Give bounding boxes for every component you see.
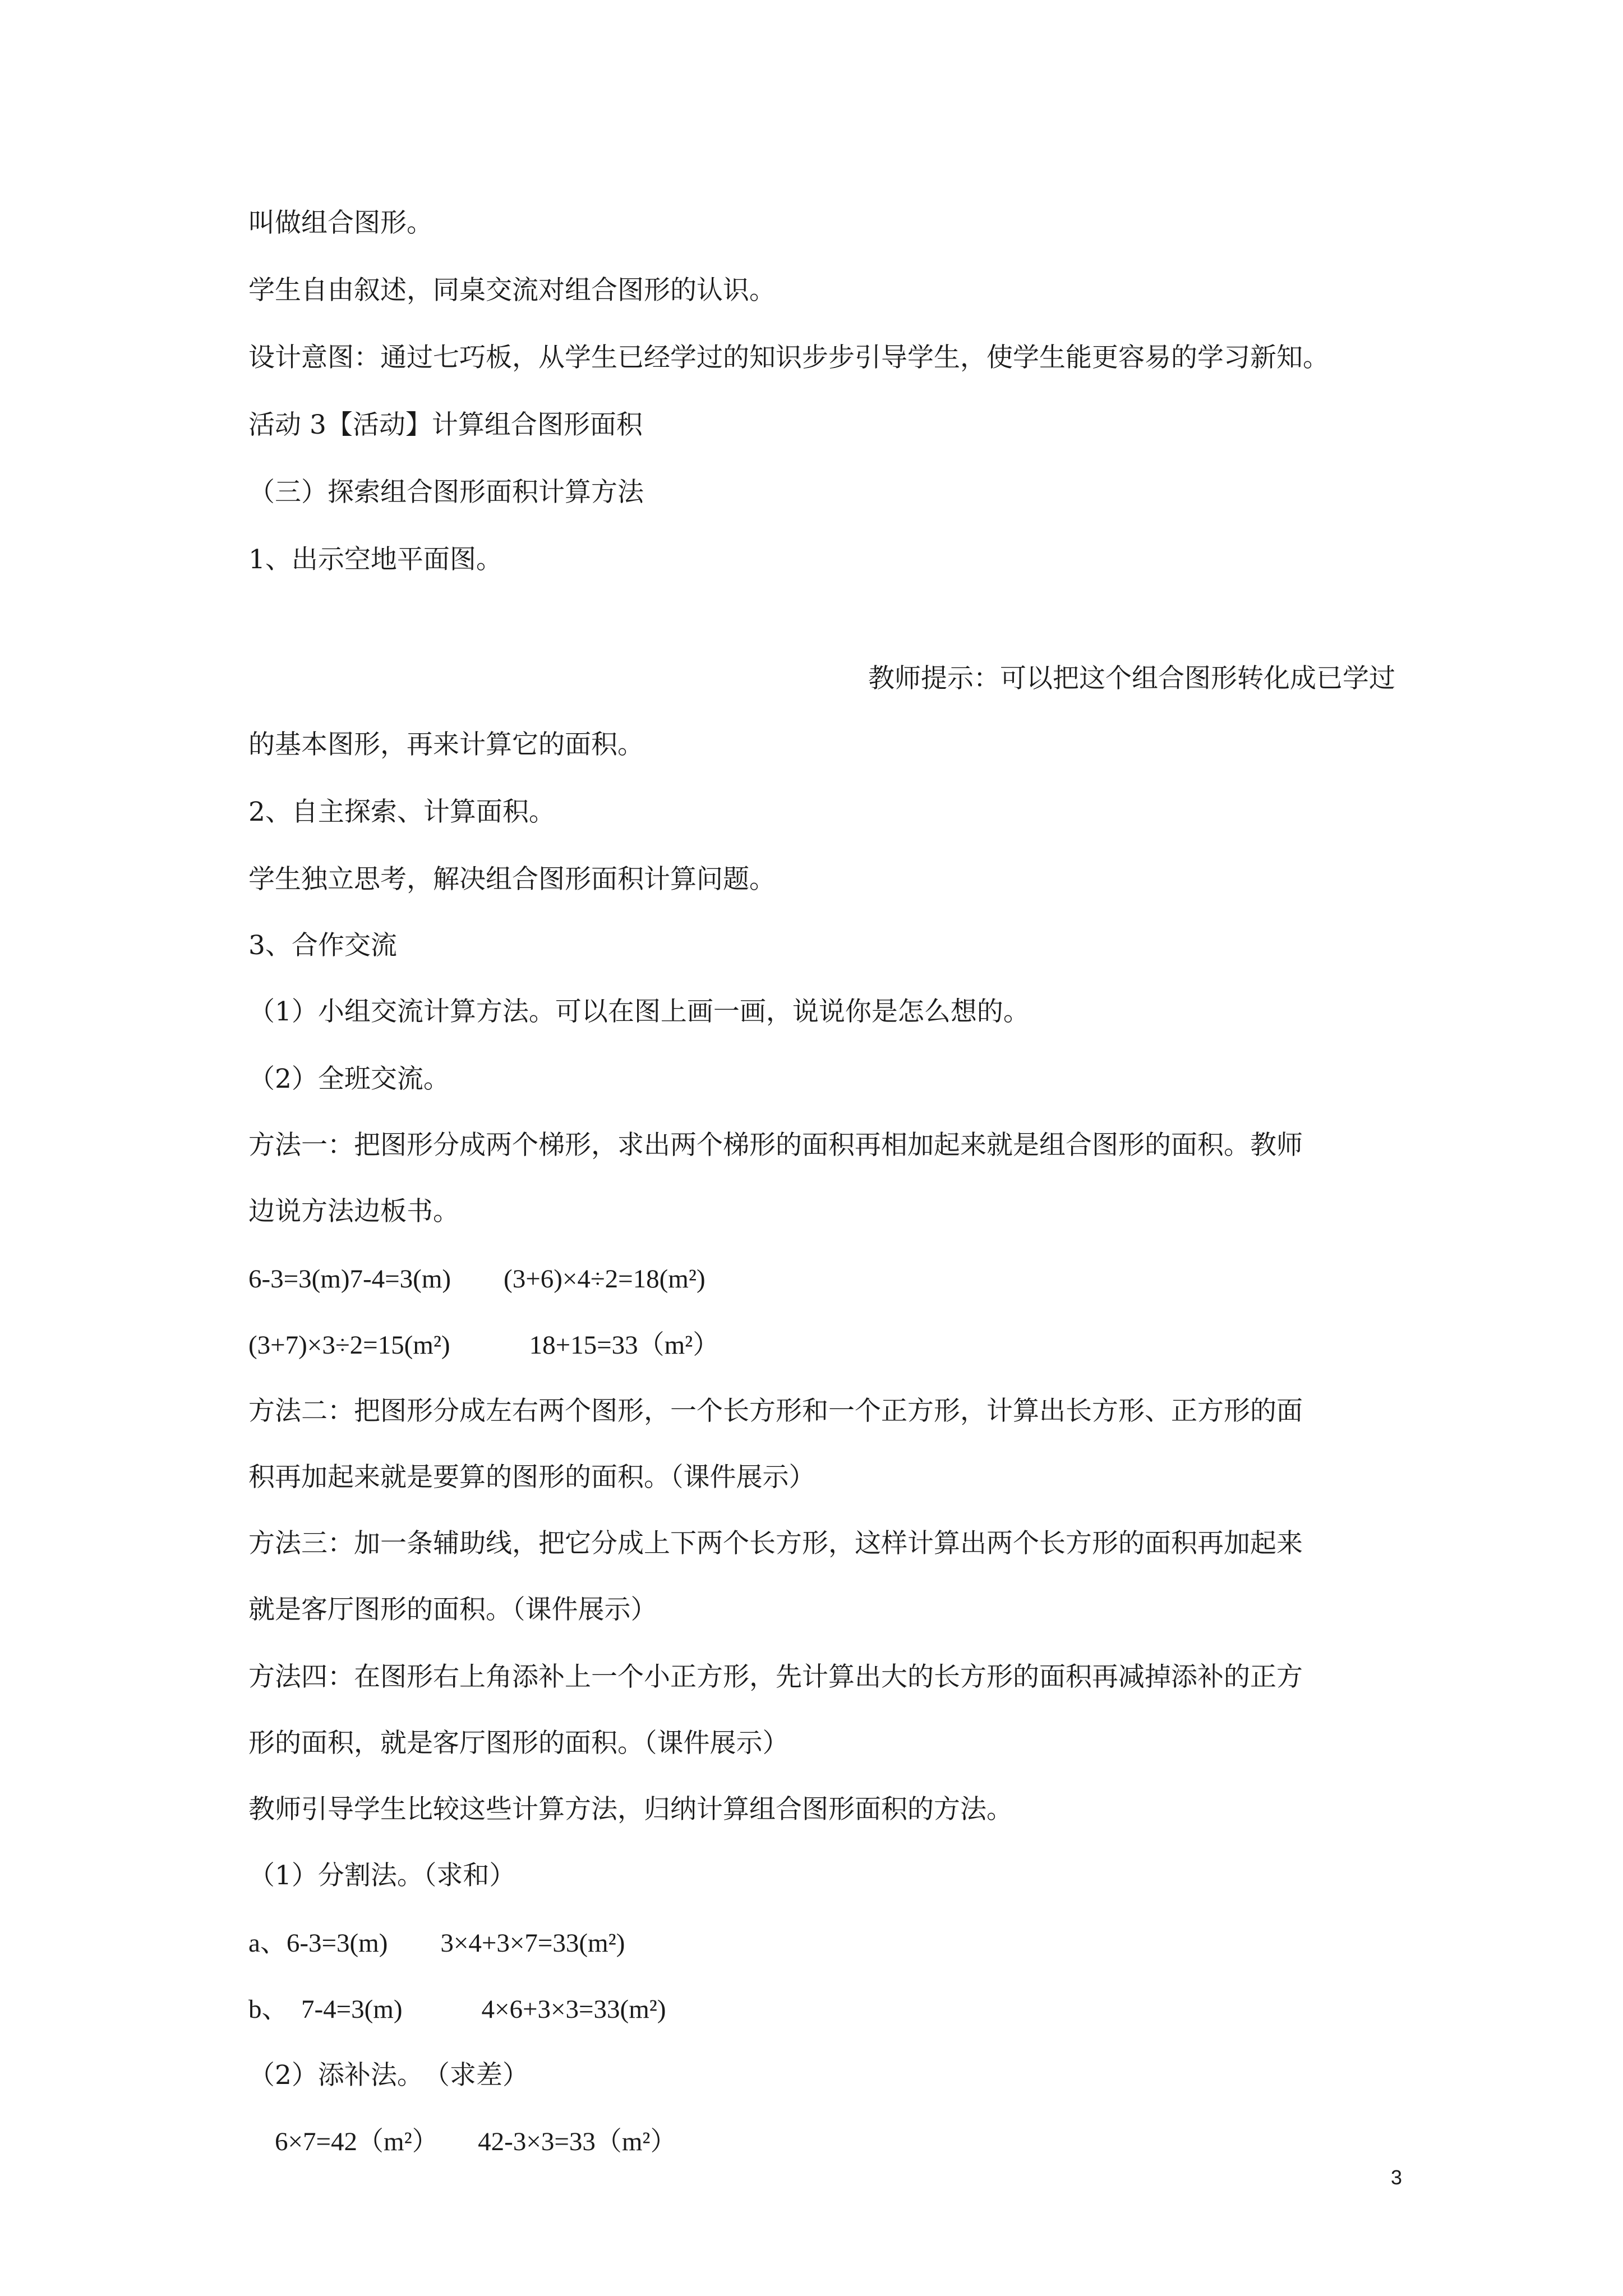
text-line: 教师引导学生比较这些计算方法，归纳计算组合图形面积的方法。	[248, 1794, 1013, 1825]
text-line: 就是客厅图形的面积。（课件展示）	[248, 1594, 657, 1625]
formula-line: a、6-3=3(m) 3×4+3×7=33(m²)	[248, 1929, 625, 1958]
text-line: 方法三：加一条辅助线，把它分成上下两个长方形，这样计算出两个长方形的面积再加起来	[248, 1528, 1303, 1559]
text-line: 形的面积，就是客厅图形的面积。（课件展示）	[248, 1728, 789, 1759]
text-line: 的基本图形，再来计算它的面积。	[248, 729, 644, 760]
text-line: 叫做组合图形。	[248, 208, 433, 238]
formula-line: 6×7=42（m²） 42-3×3=33（m²）	[248, 2127, 677, 2156]
activity-heading: 活动 3【活动】计算组合图形面积	[248, 409, 643, 440]
text-line: 1、出示空地平面图。	[248, 544, 502, 575]
page-number: 3	[1390, 2166, 1402, 2189]
text-line: 3、合作交流	[248, 930, 397, 961]
text-line: 方法二：把图形分成左右两个图形，一个长方形和一个正方形，计算出长方形、正方形的面	[248, 1396, 1303, 1427]
text-line: （1）小组交流计算方法。可以在图上画一画，说说你是怎么想的。	[248, 996, 1030, 1027]
text-line: 设计意图：通过七巧板，从学生已经学过的知识步步引导学生，使学生能更容易的学习新知。	[248, 342, 1329, 373]
formula-line: b、 7-4=3(m) 4×6+3×3=33(m²)	[248, 1995, 666, 2024]
text-line: 2、自主探索、计算面积。	[248, 797, 555, 827]
text-line: （2）添补法。 （求差）	[248, 2060, 529, 2091]
text-line: 方法四：在图形右上角添补上一个小正方形，先计算出大的长方形的面积再减掉添补的正方	[248, 1662, 1303, 1692]
formula-line: 6-3=3(m)7-4=3(m) (3+6)×4÷2=18(m²)	[248, 1264, 706, 1294]
text-line: 积再加起来就是要算的图形的面积。（课件展示）	[248, 1462, 815, 1493]
text-line: 边说方法边板书。	[248, 1196, 459, 1227]
formula-line: (3+7)×3÷2=15(m²) 18+15=33（m²）	[248, 1331, 720, 1360]
text-line: 方法一：把图形分成两个梯形，求出两个梯形的面积再相加起来就是组合图形的面积。教师	[248, 1130, 1303, 1161]
text-line: 学生独立思考，解决组合图形面积计算问题。	[248, 864, 776, 895]
teacher-hint-line: 教师提示：可以把这个组合图形转化成已学过	[868, 663, 1395, 694]
section-heading: （三）探索组合图形面积计算方法	[248, 477, 644, 508]
text-line: （1）分割法。（求和）	[248, 1860, 516, 1891]
text-line: 学生自由叙述，同桌交流对组合图形的认识。	[248, 275, 776, 306]
text-line: （2）全班交流。	[248, 1064, 450, 1094]
